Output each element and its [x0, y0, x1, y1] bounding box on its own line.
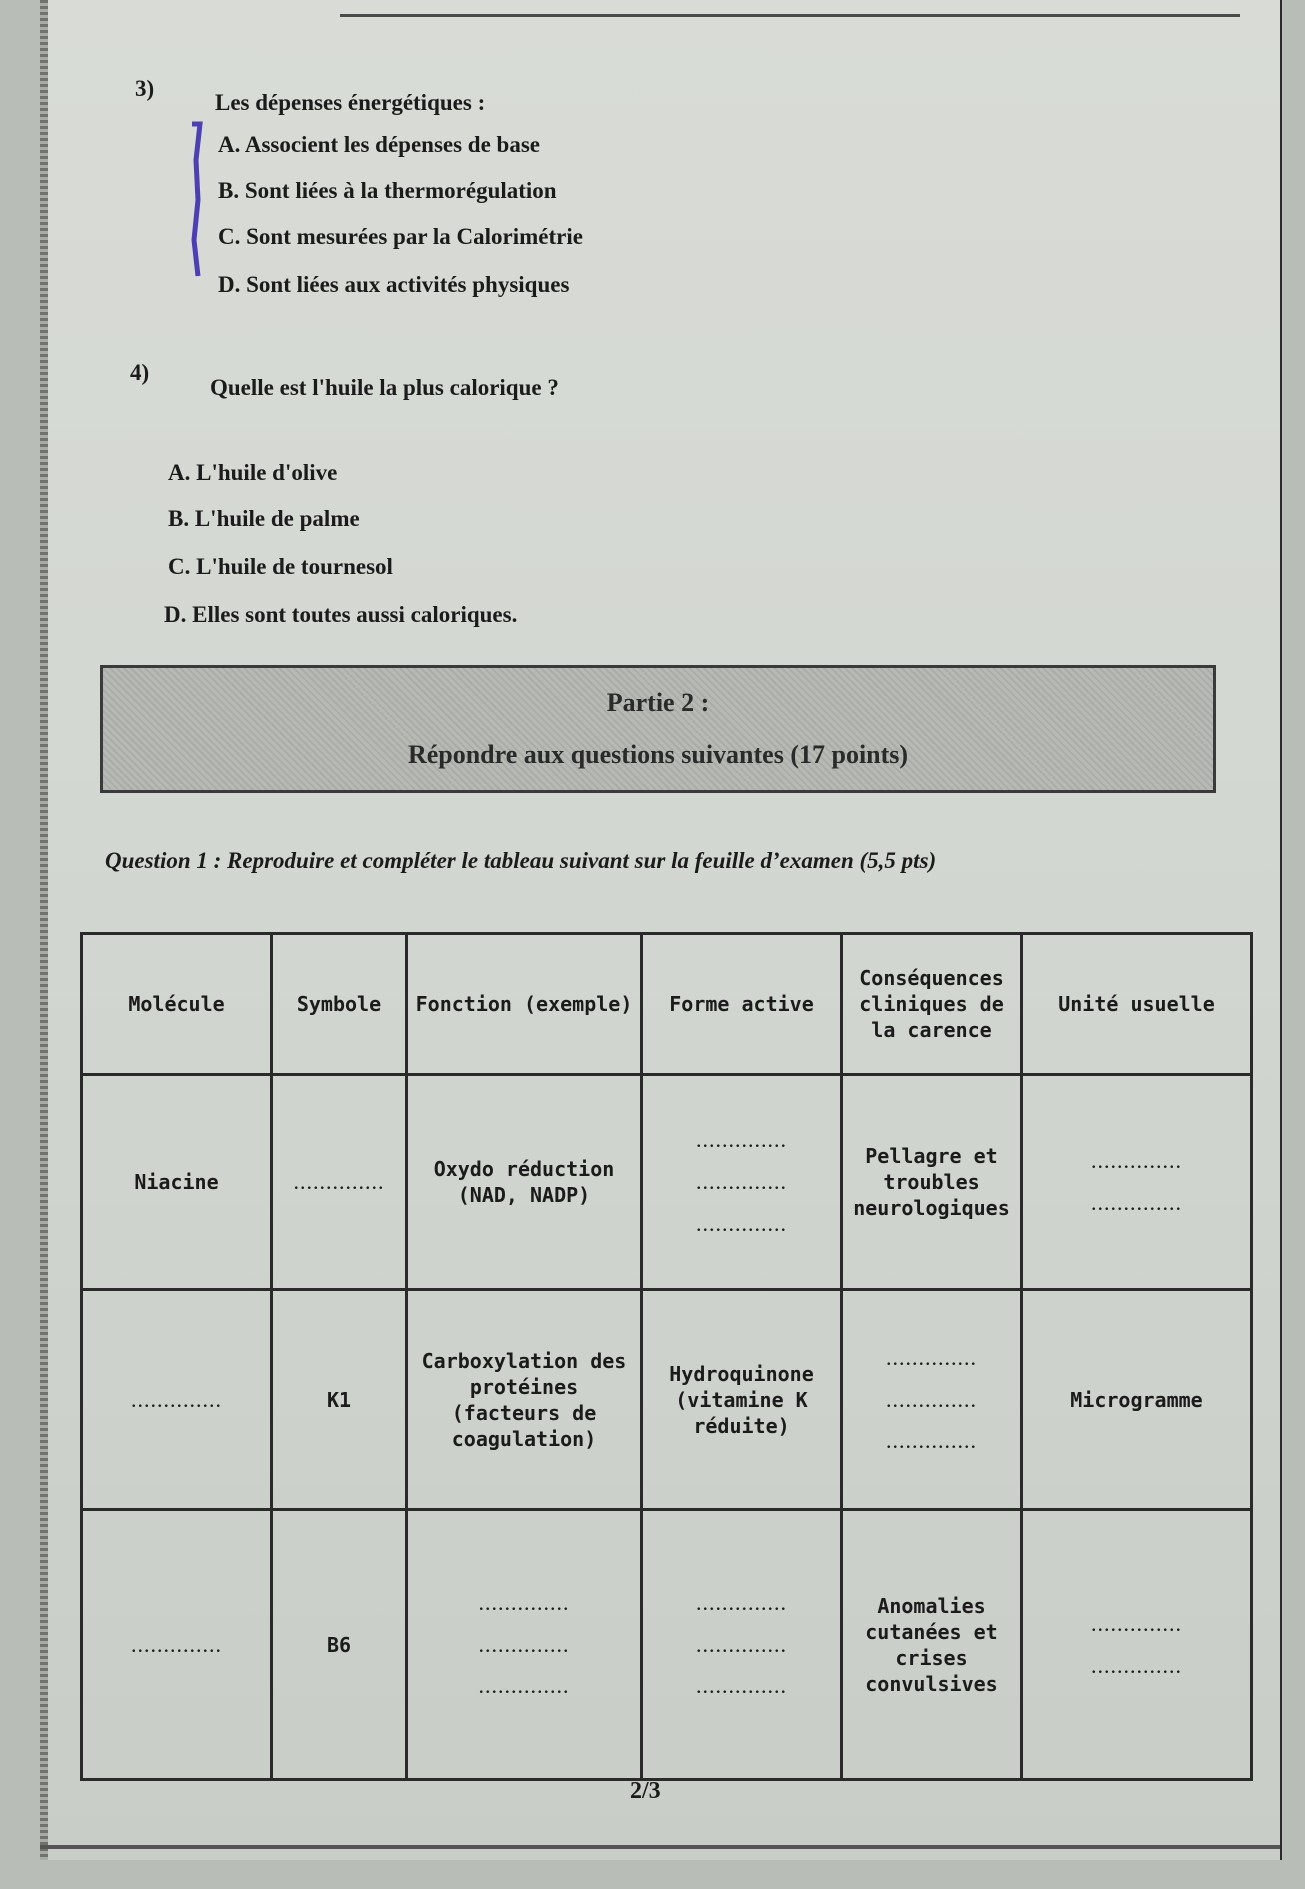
cell-consequences: Anomalies cutanées et crises convulsives	[842, 1510, 1022, 1780]
q4-question: Quelle est l'huile la plus calorique ?	[210, 375, 559, 400]
blank-line: ..............	[131, 1386, 222, 1412]
question1-label: Question 1 :	[105, 848, 222, 873]
part2-subtitle: Répondre aux questions suivantes (17 points)	[407, 740, 909, 769]
blank-line: ..............	[886, 1428, 977, 1454]
table-header-row	[82, 934, 1252, 1075]
page-number: 2/3	[630, 1778, 661, 1804]
header-fonction: Fonction (exemple)	[407, 934, 642, 1075]
vitamin-table	[80, 932, 1253, 1781]
part2-banner	[100, 665, 1216, 793]
part2-title: Partie 2 :	[606, 688, 710, 717]
question1-instruction	[105, 848, 936, 874]
cell-molecule: Niacine	[82, 1075, 272, 1290]
cell-unite: Microgramme	[1022, 1290, 1252, 1510]
blank-line: ..............	[478, 1673, 570, 1699]
blank-line: ..............	[696, 1589, 787, 1615]
cell-consequences: Pellagre et troubles neurologiques	[842, 1075, 1022, 1290]
blank-line: ..............	[1091, 1652, 1182, 1678]
blank-line: ..............	[1091, 1148, 1182, 1174]
cell-forme-active: Hydroquinone (vitamine K réduite)	[642, 1290, 842, 1510]
cell-fonction: Carboxylation des protéines (facteurs de coagulation)	[407, 1290, 642, 1510]
blank-line: ..............	[696, 1673, 787, 1699]
q3-option-d: D. Sont liées aux activités physiques	[218, 272, 570, 297]
cell-symbole: B6	[272, 1510, 407, 1780]
cell-fonction	[407, 1510, 642, 1780]
q4-option-d: D. Elles sont toutes aussi caloriques.	[164, 602, 518, 627]
table-row	[82, 1290, 1252, 1510]
header-unite: Unité usuelle	[1022, 934, 1252, 1075]
header-molecule: Molécule	[82, 934, 272, 1075]
blank-line: ..............	[696, 1169, 787, 1195]
question1-text: Reproduire et compléter le tableau suivant sur la feuille d’examen (5,5 pts)	[227, 848, 937, 873]
q3-option-b: B. Sont liées à la thermorégulation	[218, 178, 557, 203]
paper-edge	[40, 0, 48, 1860]
table-row	[82, 1075, 1252, 1290]
header-consequences: Conséquences cliniques de la carence	[842, 934, 1022, 1075]
blank-line: ..............	[478, 1589, 570, 1615]
q4-option-a: A. L'huile d'olive	[168, 460, 338, 485]
blank-line: ..............	[1091, 1610, 1182, 1636]
q3-number: 3)	[135, 76, 155, 101]
q3-option-c: C. Sont mesurées par la Calorimétrie	[218, 224, 583, 249]
blank-line: ..............	[696, 1210, 787, 1236]
cell-molecule	[82, 1510, 272, 1780]
cell-symbole	[272, 1075, 407, 1290]
header-symbole: Symbole	[272, 934, 407, 1075]
q4-number: 4)	[130, 360, 150, 385]
q4-option-c: C. L'huile de tournesol	[168, 554, 393, 579]
cell-unite	[1022, 1510, 1252, 1780]
cell-symbole: K1	[272, 1290, 407, 1510]
blank-line: ..............	[696, 1127, 787, 1153]
cell-forme-active	[642, 1510, 842, 1780]
pen-mark-icon	[188, 120, 204, 280]
blank-line: ..............	[886, 1386, 977, 1412]
cell-fonction: Oxydo réduction (NAD, NADP)	[407, 1075, 642, 1290]
cell-forme-active	[642, 1075, 842, 1290]
blank-line: ..............	[1091, 1190, 1182, 1215]
blank-line: ..............	[131, 1631, 222, 1657]
cell-consequences	[842, 1290, 1022, 1510]
blank-line: ..............	[696, 1631, 787, 1657]
q3-option-a: A. Associent les dépenses de base	[218, 132, 541, 157]
q4-option-b: B. L'huile de palme	[168, 506, 360, 531]
bottom-rule	[40, 1845, 1280, 1849]
header-forme-active: Forme active	[642, 934, 842, 1075]
exam-sheet	[40, 0, 1282, 1860]
blank-line: ..............	[478, 1631, 570, 1657]
cell-unite	[1022, 1075, 1252, 1290]
cell-molecule	[82, 1290, 272, 1510]
table-row	[82, 1510, 1252, 1780]
top-rule	[340, 14, 1240, 17]
q3-question: Les dépenses énergétiques :	[215, 90, 486, 115]
blank-line: ..............	[293, 1169, 385, 1195]
blank-line: ..............	[886, 1344, 977, 1370]
